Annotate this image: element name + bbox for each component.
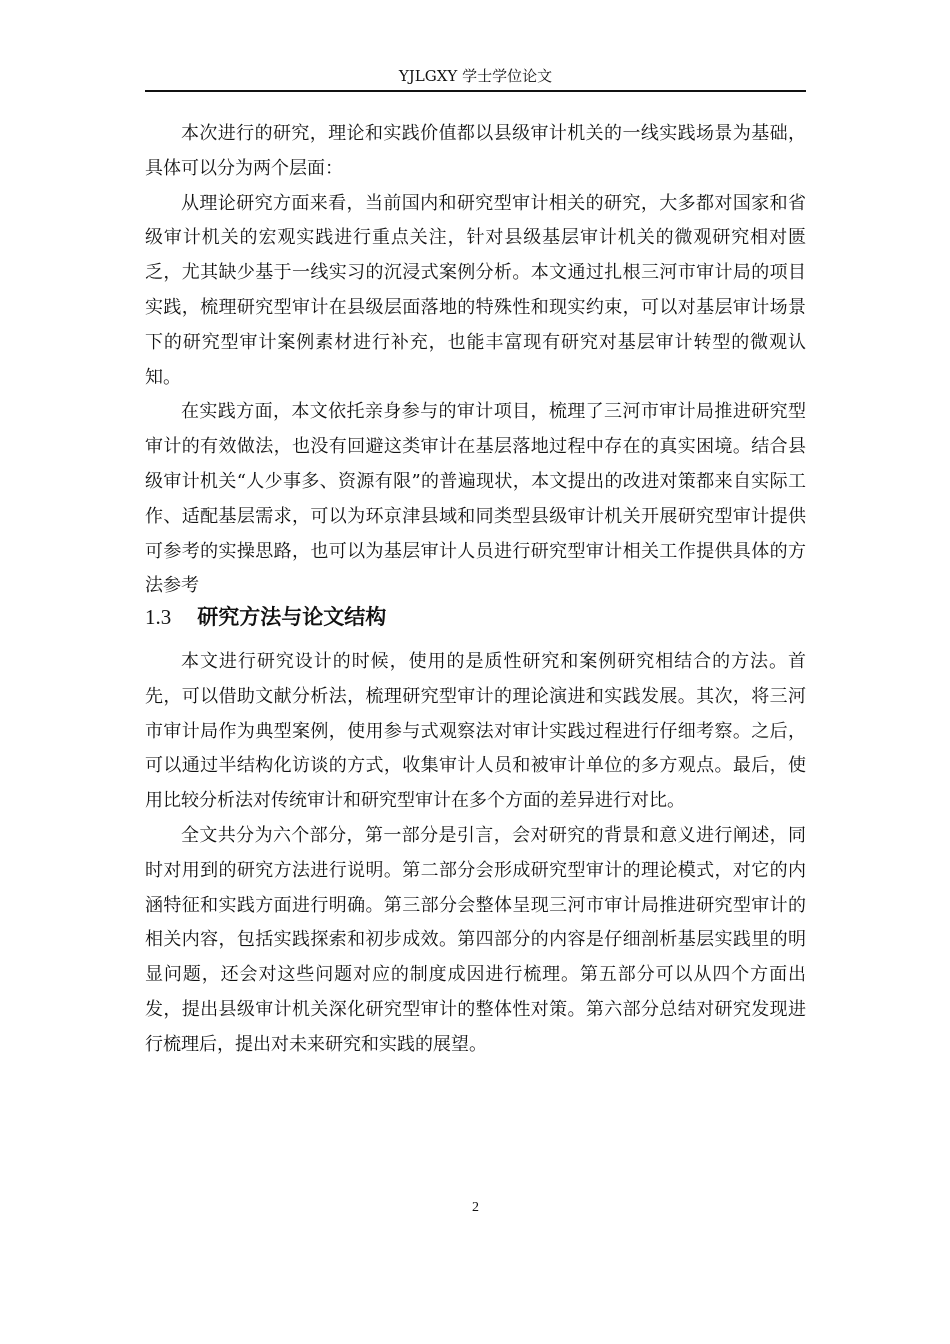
section-title: 研究方法与论文结构 xyxy=(197,605,387,629)
section-heading xyxy=(145,602,806,632)
paragraph-structure: 全文共分为六个部分，第一部分是引言，会对研究的背景和意义进行阐述，同时对用到的研究方法进行说明。第二部分会形成研究型审计的理论模式，对它的内涵特征和实践方面进行明确。第三部分会整体呈现三河市审计局推进研究型审计的相关内容，包括实践探索和初步成效。第四部分的内容是仔细剖析基层实践里的明显问题，还会对这些问题对应的制度成因进行梳理。第五部分可以从四个方面出发，提出县级审计机关深化研究型审计的整体性对策。第六部分总结对研究发现进行梳理后，提出对未来研究和实践的展望。 xyxy=(145,824,806,1055)
section-number: 1.3 xyxy=(145,605,172,629)
paragraph-theory: 从理论研究方面来看，当前国内和研究型审计相关的研究，大多都对国家和省级审计机关的宏观实践进行重点关注，针对县级基层审计机关的微观研究相对匮乏，尤其缺少基于一线实习的沉浸式案例分析。本文通过扎根三河市审计局的项目实践，梳理研究型审计在县级层面落地的特殊性和现实约束，可以对基层审计场景下的研究型审计案例素材进行补充，也能丰富现有研究对基层审计转型的微观认知。 xyxy=(145,192,806,388)
paragraph-practice: 在实践方面，本文依托亲身参与的审计项目，梳理了三河市审计局推进研究型审计的有效做法，也没有回避这类审计在基层落地过程中存在的真实困境。结合县级审计机关“人少事多、资源有限”的普遍现状，本文提出的改进对策都来自实际工作、适配基层需求，可以为环京津县域和同类型县级审计机关开展研究型审计提供可参考的实操思路，也可以为基层审计人员进行研究型审计相关工作提供具体的方法参考 xyxy=(145,401,806,597)
page-number: 2 xyxy=(472,1200,479,1215)
section-body-1 xyxy=(145,117,806,604)
header-divider xyxy=(145,90,806,92)
paragraph-methods: 本文进行研究设计的时候，使用的是质性研究和案例研究相结合的方法。首先，可以借助文献分析法，梳理研究型审计的理论演进和实践发展。其次，将三河市审计局作为典型案例，使用参与式观察法对审计实践过程进行仔细考察。之后，可以通过半结构化访谈的方式，收集审计人员和被审计单位的多方观点。最后，使用比较分析法对传统审计和研究型审计在多个方面的差异进行对比。 xyxy=(145,651,806,812)
paragraph-value-intro: 本次进行的研究，理论和实践价值都以县级审计机关的一线实践场景为基础，具体可以分为两个层面： xyxy=(145,123,806,179)
running-header: YJLGXY 学士学位论文 xyxy=(398,67,553,85)
section-body-2 xyxy=(145,645,806,1063)
